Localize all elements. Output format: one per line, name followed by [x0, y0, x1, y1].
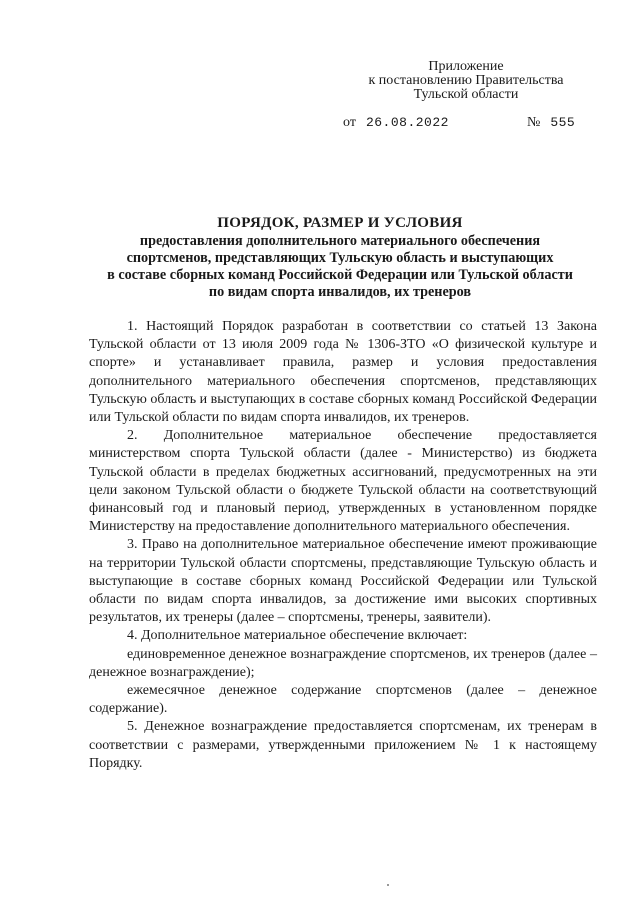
decree-number-label: № — [526, 115, 541, 130]
paragraph-5: 5. Денежное вознаграждение предоставляется спортсменам, их тренерам в соответствии с размерами, утвержденными приложением № 1 к настоящему Порядку. — [89, 719, 597, 771]
title-subline: в составе сборных команд Российской Федерации или Тульской области — [107, 267, 573, 283]
document-title — [60, 215, 620, 301]
paragraph-4-item-1: единовременное денежное вознаграждение спортсменов, их тренеров (далее – денежное вознаграждение); — [89, 646, 597, 680]
page-mark — [387, 884, 389, 886]
decree-number: 555 — [550, 115, 576, 130]
title-subline: предоставления дополнительного материального обеспечения — [139, 233, 541, 249]
paragraph-3: 3. Право на дополнительное материальное обеспечение имеют проживающие на территории Тульской области спортсмены, представляющие Тульскую область и выступающие в составе сборных команд Российской Федерации или Тульской области по видам спорта инвалидов, за достижение ими высоких спортивных результатов, их тренеры (далее – спортсмены, тренеры, заявители). — [89, 537, 597, 626]
decree-line — [343, 115, 575, 131]
title-subline: по видам спорта инвалидов, их тренеров — [208, 284, 472, 300]
paragraph-4: 4. Дополнительное материальное обеспечение включает: — [127, 628, 468, 644]
paragraph-2: 2. Дополнительное материальное обеспечение предоставляется министерством спорта Тульской области (далее - Министерство) из бюджета Тульской области в пределах бюджетных ассигнований, предусмотренных на эти цели законом Тульской области о бюджете Тульской области на соответствующий финансовый год и плановый период, утвержденных в установленном порядке Министерству на предоставление дополнительного материального обеспечения. — [89, 428, 597, 535]
appendix-block — [356, 60, 576, 102]
document-body — [89, 318, 597, 773]
appendix-line-2: к постановлению Правительства — [368, 73, 564, 88]
title-subline: спортсменов, представляющих Тульскую область и выступающих — [126, 250, 554, 266]
paragraph-4-item-2: ежемесячное денежное содержание спортсменов (далее – денежное содержание). — [89, 683, 597, 717]
decree-date: 26.08.2022 — [365, 115, 449, 130]
paragraph-1: 1. Настоящий Порядок разработан в соответствии со статьей 13 Закона Тульской области от 13 июля 2009 года № 1306-ЗТО «О физической культуре и спорте» и устанавливает правила, размер и условия предоставления дополнительного материального обеспечения спортсменов, представляющих Тульскую область и выступающих в составе сборных команд Российской Федерации или Тульской области по видам спорта инвалидов, их тренеров. — [89, 319, 597, 426]
appendix-line-1: Приложение — [428, 59, 504, 74]
title-main: ПОРЯДОК, РАЗМЕР И УСЛОВИЯ — [217, 215, 463, 231]
appendix-line-3: Тульской области — [413, 87, 519, 102]
decree-from-label: от — [343, 115, 356, 130]
